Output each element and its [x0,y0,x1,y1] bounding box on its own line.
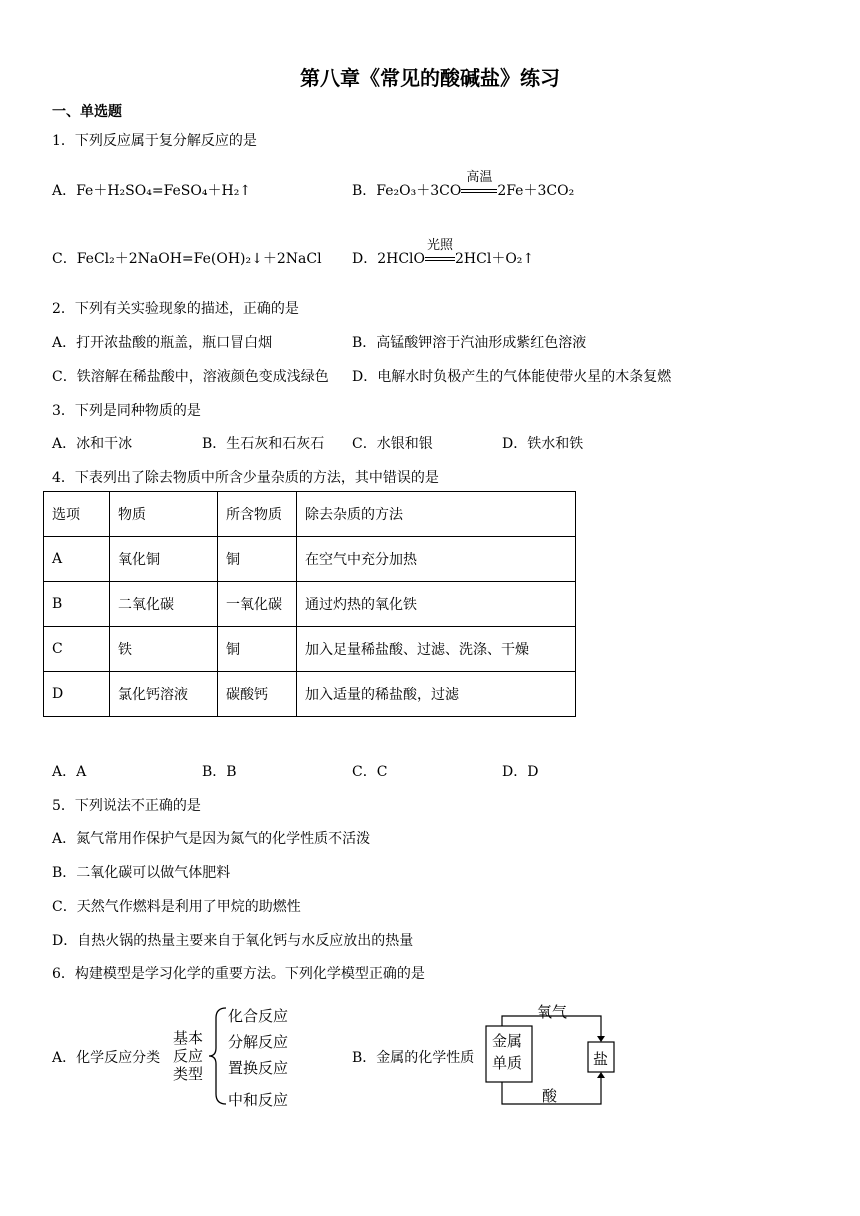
q3-option-a: A．冰和干冰 [52,436,133,452]
table-row [44,627,576,672]
q1-b-reactants: B．Fe₂O₃＋3CO [352,183,462,199]
table-cell: A [44,537,110,582]
table-header-row [44,492,576,537]
table-cell: 铜 [218,627,297,672]
table-cell: C [44,627,110,672]
table-cell: B [44,582,110,627]
q1-option-d [352,238,535,268]
table-cell: 氯化钙溶液 [110,672,218,717]
q6-b-left-line: 单质 [492,1054,523,1072]
table-cell: 加入足量稀盐酸、过滤、洗涤、干燥 [297,627,576,672]
table-cell: 二氧化碳 [110,582,218,627]
table-cell: 铜 [218,537,297,582]
q2-option-b: B．高锰酸钾溶于汽油形成紫红色溶液 [352,335,587,351]
q6-b-left-line: 金属 [492,1032,523,1050]
q4-option-a: A．A [52,764,87,780]
page-title: 第八章《常见的酸碱盐》练习 [300,66,560,90]
question-3-stem: 3．下列是同种物质的是 [52,403,201,419]
q6-a-center-line: 反应 [173,1047,204,1065]
impurity-table [43,491,576,717]
q6-option-a-label: A．化学反应分类 [52,1050,161,1066]
q6-b-bottom-label: 酸 [542,1087,558,1105]
q2-option-a: A．打开浓盐酸的瓶盖，瓶口冒白烟 [52,335,273,351]
q1-option-a: A．Fe＋H₂SO₄=FeSO₄＋H₂↑ [52,183,252,199]
q1-b-condition-arrow [461,170,497,199]
q6-a-center-line: 基本 [173,1029,204,1047]
question-1-stem: 1．下列反应属于复分解反应的是 [52,133,257,149]
table-cell: 通过灼热的氧化铁 [297,582,576,627]
q1-d-condition: 光照 [427,238,454,253]
table-cell: 物质 [110,492,218,537]
q6-a-center-label [173,1029,203,1083]
table-cell: 一氧化碳 [218,582,297,627]
table-cell: 碳酸钙 [218,672,297,717]
q6-a-item: 中和反应 [228,1091,289,1109]
section-heading: 一、单选题 [52,104,122,120]
q6-a-item: 置换反应 [228,1059,289,1077]
q1-option-c: C．FeCl₂＋2NaOH=Fe(OH)₂↓＋2NaCl [52,251,322,267]
table-row [44,537,576,582]
table-cell: D [44,672,110,717]
q3-option-b: B．生石灰和石灰石 [202,436,325,452]
q4-option-b: B．B [202,764,237,780]
q6-b-left-box [492,1030,522,1074]
q5-option-b: B．二氧化碳可以做气体肥料 [52,865,231,881]
q1-d-condition-arrow [425,238,455,267]
table-cell: 除去杂质的方法 [297,492,576,537]
q1-option-b [352,170,575,200]
table-cell: 在空气中充分加热 [297,537,576,582]
q6-option-b-label: B．金属的化学性质 [352,1050,475,1066]
q2-option-d: D．电解水时负极产生的气体能使带火星的木条复燃 [352,369,672,385]
q1-b-condition: 高温 [466,170,493,185]
question-2-stem: 2．下列有关实验现象的描述，正确的是 [52,301,299,317]
table-row [44,672,576,717]
q6-a-item: 分解反应 [228,1033,289,1051]
table-cell: 氧化铜 [110,537,218,582]
q6-b-right-box: 盐 [593,1050,609,1068]
q6-a-item: 化合反应 [228,1007,289,1025]
q1-d-products: 2HCl＋O₂↑ [455,251,535,267]
q1-d-reactants: D．2HClO [352,251,426,267]
q4-option-d: D．D [502,764,539,780]
q3-option-d: D．铁水和铁 [502,436,584,452]
question-5-stem: 5．下列说法不正确的是 [52,798,201,814]
table-cell: 加入适量的稀盐酸，过滤 [297,672,576,717]
table-cell: 铁 [110,627,218,672]
question-4-stem: 4．下表列出了除去物质中所含少量杂质的方法，其中错误的是 [52,470,439,486]
q4-option-c: C．C [352,764,388,780]
q6-b-top-label: 氧气 [537,1003,568,1021]
q5-option-a: A．氮气常用作保护气是因为氮气的化学性质不活泼 [52,831,371,847]
question-6-stem: 6．构建模型是学习化学的重要方法。下列化学模型正确的是 [52,966,425,982]
q6-a-center-line: 类型 [173,1065,204,1083]
table-cell: 选项 [44,492,110,537]
table-cell: 所含物质 [218,492,297,537]
q3-option-c: C．水银和银 [352,436,433,452]
q2-option-c: C．铁溶解在稀盐酸中，溶液颜色变成浅绿色 [52,369,329,385]
q5-option-d: D．自热火锅的热量主要来自于氧化钙与水反应放出的热量 [52,933,414,949]
table-row [44,582,576,627]
q1-b-products: 2Fe＋3CO₂ [497,183,575,199]
q5-option-c: C．天然气作燃料是利用了甲烷的助燃性 [52,899,301,915]
